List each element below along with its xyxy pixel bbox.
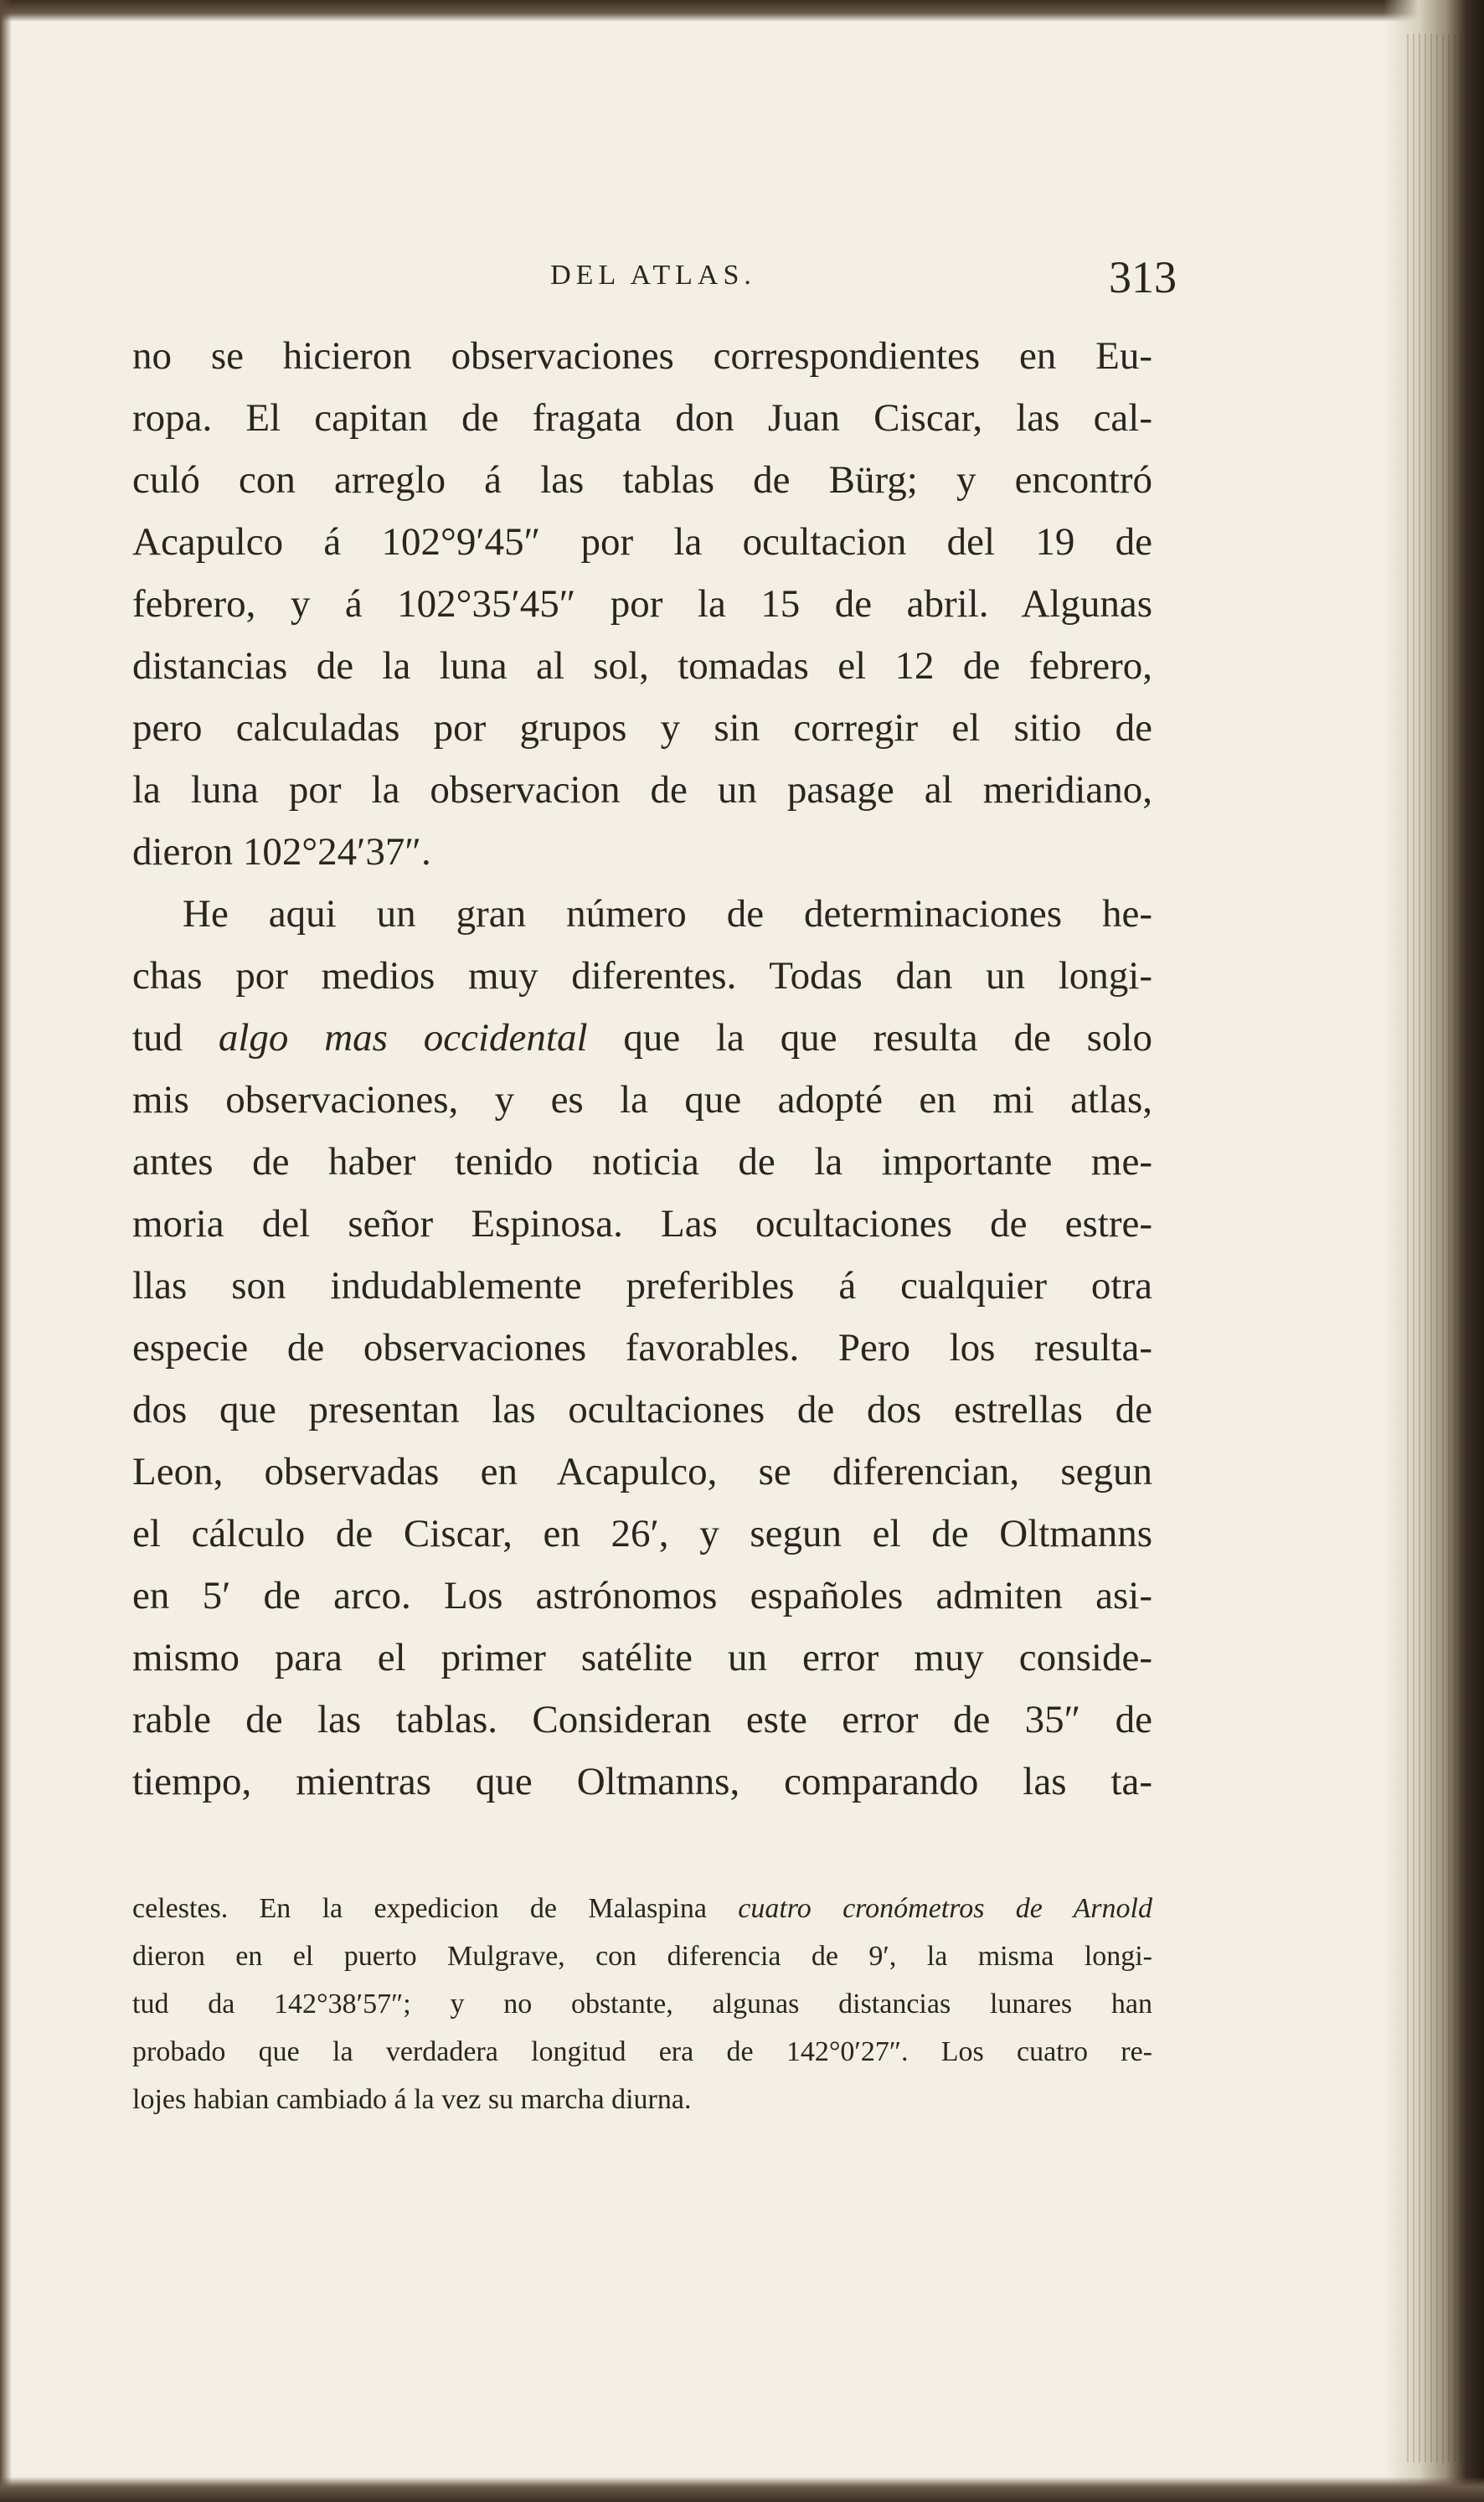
footnote	[132, 1885, 1152, 2123]
text-line: mis observaciones, y es la que adopté en mi atlas,	[132, 1078, 1152, 1122]
text-line: chas por medios muy diferentes. Todas dan un longi-	[132, 954, 1152, 998]
text-line: tiempo, mientras que Oltmanns, comparando las ta-	[132, 1760, 1152, 1803]
text-line: ropa. El capitan de fragata don Juan Ciscar, las cal-	[132, 396, 1152, 440]
text-line: especie de observaciones favorables. Pero los resulta-	[132, 1326, 1152, 1370]
text-line: la luna por la observacion de un pasage al meridiano,	[132, 768, 1152, 812]
text-line: el cálculo de Ciscar, en 26′, y segun el de Oltmanns	[132, 1512, 1152, 1555]
text-line: febrero, y á 102°35′45″ por la 15 de abril. Algunas	[132, 582, 1152, 626]
italic-phrase: algo mas occidental	[218, 1016, 588, 1060]
footnote-line: dieron en el puerto Mulgrave, con diferencia de 9′, la misma longi-	[132, 1941, 1152, 1972]
running-head	[130, 251, 1177, 302]
footnote-line: lojes habian cambiado á la vez su marcha diurna.	[132, 2084, 692, 2115]
text-segment: tud	[132, 1016, 219, 1060]
footnote-line: probado que la verdadera longitud era de 142°0′27″. Los cuatro re-	[132, 2036, 1152, 2067]
text-line: llas son indudablemente preferibles á cualquier otra	[132, 1264, 1152, 1308]
paragraph-start-line: He aqui un gran número de determinaciones he-	[183, 892, 1152, 936]
italic-phrase: cuatro cronómetros de Arnold	[738, 1893, 1152, 1924]
page-number: 313	[1109, 252, 1177, 302]
footnote-line: tud da 142°38′57″; y no obstante, algunas distancias lunares han	[132, 1989, 1152, 2020]
text-line-with-italic	[132, 1007, 1152, 1069]
text-line: en 5′ de arco. Los astrónomos españoles admiten asi-	[132, 1574, 1152, 1617]
running-title: DEL ATLAS.	[550, 260, 756, 291]
text-segment: celestes. En la expedicion de Malaspina	[132, 1893, 739, 1924]
text-segment: que la que resulta de solo	[587, 1016, 1152, 1060]
text-line: distancias de la luna al sol, tomadas el 12 de febrero,	[132, 644, 1152, 688]
text-line: Acapulco á 102°9′45″ por la ocultacion del 19 de	[132, 520, 1152, 564]
text-line: culó con arreglo á las tablas de Bürg; y encontró	[132, 458, 1152, 502]
text-line: mismo para el primer satélite un error muy conside-	[132, 1636, 1152, 1679]
footnote-line-with-italic	[132, 1885, 1152, 1932]
text-line: moria del señor Espinosa. Las ocultaciones de estre-	[132, 1202, 1152, 1246]
paragraph-end-line: dieron 102°24′37″.	[132, 830, 431, 874]
text-line: antes de haber tenido noticia de la importante me-	[132, 1140, 1152, 1184]
text-line: dos que presentan las ocultaciones de dos estrellas de	[132, 1388, 1152, 1432]
main-text	[132, 325, 1152, 1813]
page-edge-bottom	[0, 2477, 1484, 2502]
page-stack-edges	[1407, 34, 1466, 2463]
page-edge-top	[0, 0, 1484, 22]
text-line: pero calculadas por grupos y sin corregir el sitio de	[132, 706, 1152, 750]
text-line: no se hicieron observaciones correspondientes en Eu-	[132, 334, 1152, 378]
text-line: rable de las tablas. Consideran este error de 35″ de	[132, 1698, 1152, 1741]
page-edge-left	[0, 0, 12, 2502]
text-line: Leon, observadas en Acapulco, se diferencian, segun	[132, 1450, 1152, 1493]
